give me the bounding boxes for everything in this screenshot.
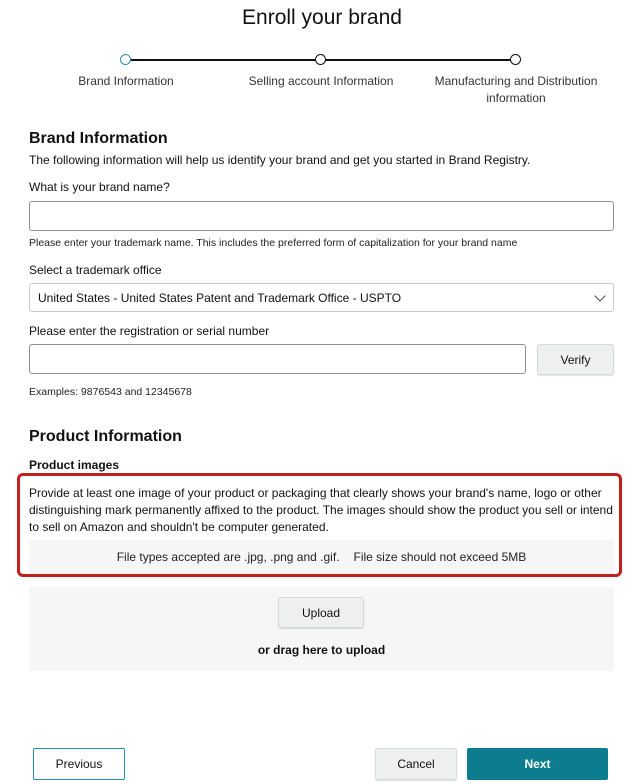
step-indicator-brand-information	[120, 54, 131, 65]
chevron-down-icon	[594, 290, 605, 301]
product-images-label: Product images	[29, 458, 120, 472]
file-types-text: File types accepted are .jpg, .png and .gif.	[116, 550, 340, 564]
product-information-heading: Product Information	[29, 428, 182, 445]
cancel-button[interactable]: Cancel	[375, 748, 457, 780]
brand-name-hint: Please enter your trademark name. This includes the preferred form of capitalization for your brand name	[29, 237, 518, 249]
brand-information-intro: The following information will help us identify your brand and get you started in Brand Registry.	[29, 153, 531, 167]
file-size-text: File size should not exceed 5MB	[353, 550, 527, 564]
registration-number-label: Please enter the registration or serial number	[29, 324, 270, 338]
drag-to-upload-text: or drag here to upload	[257, 643, 386, 657]
upload-dropzone[interactable]	[29, 587, 614, 671]
step-label-brand-information: Brand Information	[78, 74, 174, 88]
trademark-office-label: Select a trademark office	[29, 263, 162, 277]
brand-name-input[interactable]	[29, 201, 614, 231]
product-images-description: Provide at least one image of your product or packaging that clearly shows your brand's name, logo or other distinguishing mark permanently affixed to the product. The images should show the product you sell or intend to sell on Amazon and shouldn't be computer generated.	[29, 486, 613, 534]
step-indicator-manufacturing	[510, 54, 521, 65]
file-requirements	[29, 540, 614, 574]
page-title: Enroll your brand	[242, 6, 402, 29]
registration-examples: Examples: 9876543 and 12345678	[29, 386, 192, 398]
registration-number-input[interactable]	[29, 344, 526, 374]
upload-button[interactable]: Upload	[278, 597, 364, 628]
previous-button[interactable]: Previous	[33, 748, 125, 780]
brand-name-label: What is your brand name?	[29, 180, 170, 194]
step-indicator-selling-account	[315, 54, 326, 65]
step-label-manufacturing: Manufacturing and Distribution information	[434, 74, 598, 105]
step-label-selling-account: Selling account Information	[248, 74, 394, 88]
trademark-office-select[interactable]	[29, 283, 614, 312]
trademark-office-selected-value: United States - United States Patent and Trademark Office - USPTO	[38, 291, 402, 305]
verify-button[interactable]: Verify	[537, 344, 614, 375]
brand-information-heading: Brand Information	[29, 130, 168, 147]
next-button[interactable]: Next	[467, 748, 608, 780]
